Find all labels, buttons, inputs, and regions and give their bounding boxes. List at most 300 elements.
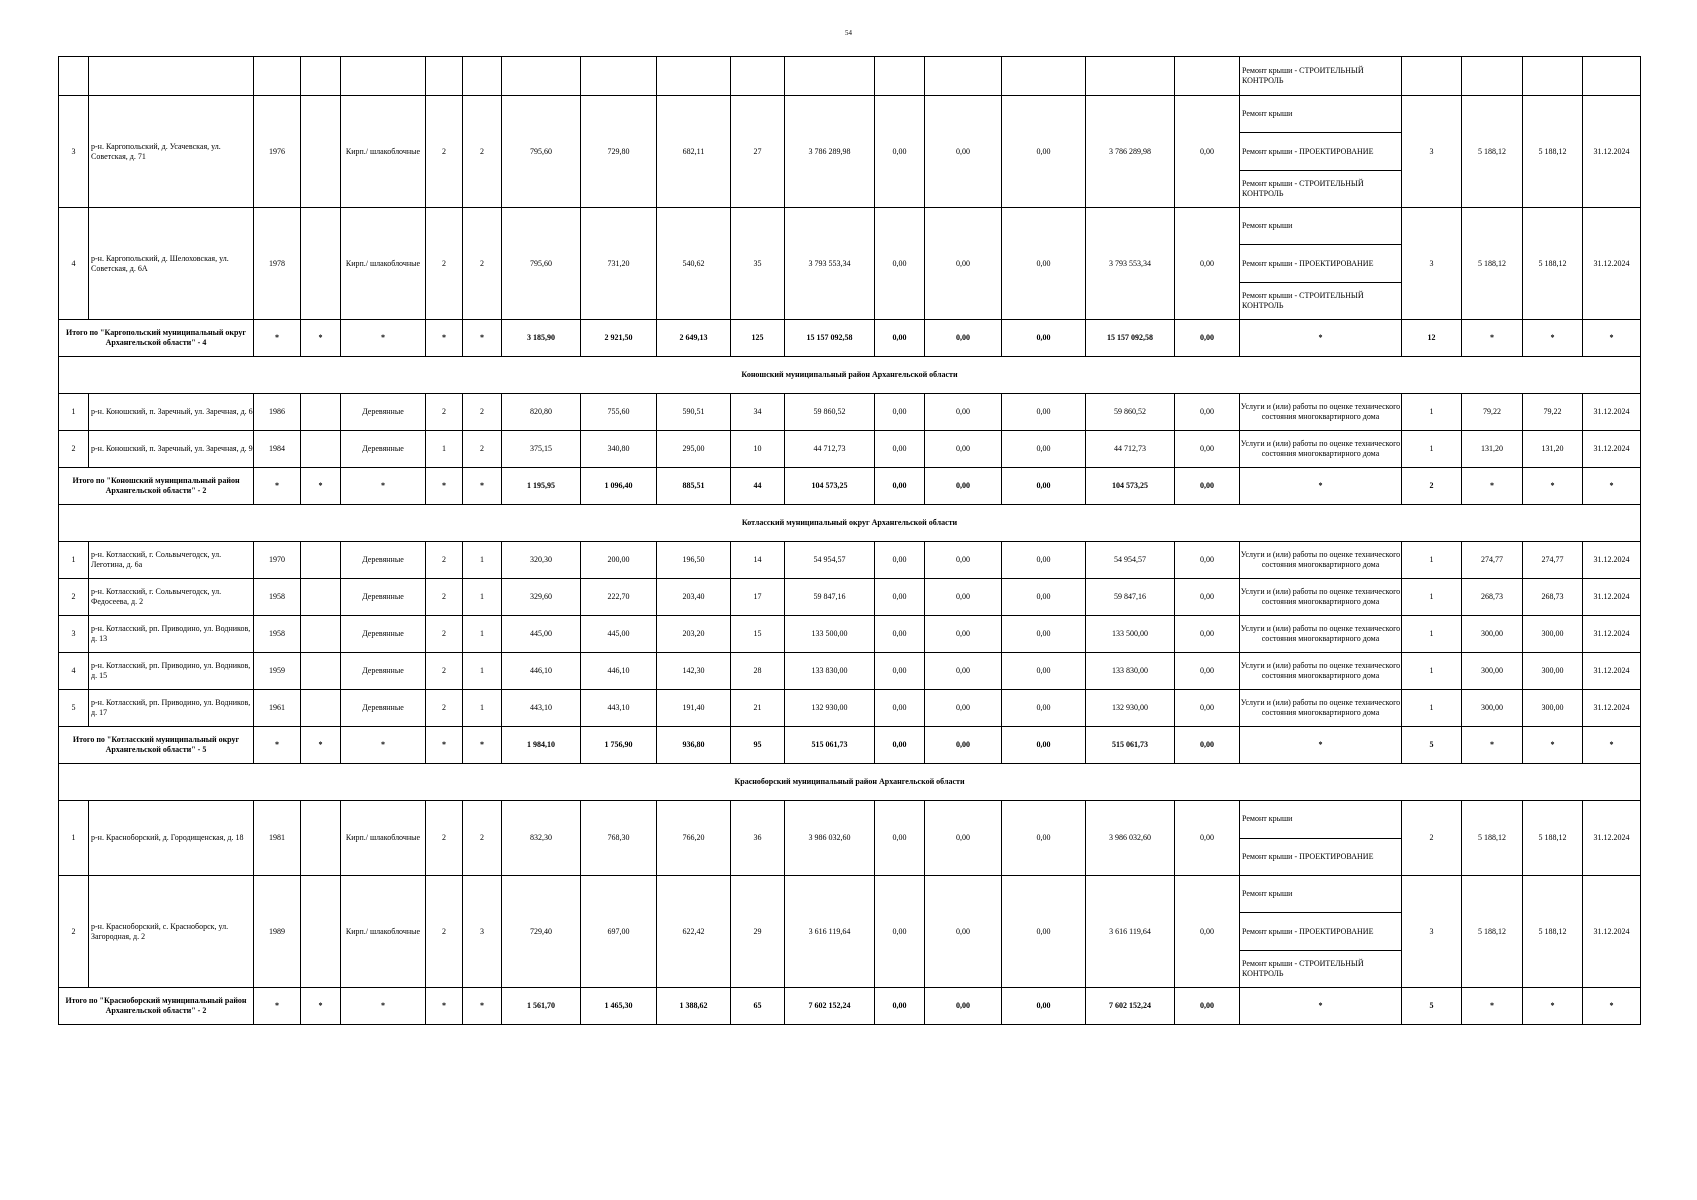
table-row	[59, 208, 1641, 320]
work-item: Ремонт крыши - ПРОЕКТИРОВАНИЕ	[1240, 245, 1401, 282]
area-total-cell: 443,10	[502, 690, 581, 727]
total-budget-reg: 0,00	[925, 727, 1002, 764]
floors-cell: 2	[426, 616, 463, 653]
owners-cell: 59 860,52	[1086, 394, 1175, 431]
table-row	[59, 616, 1641, 653]
budget-reg-cell: 0,00	[925, 579, 1002, 616]
budget-loc-cell: 0,00	[1002, 579, 1086, 616]
area-res-cell: 191,40	[657, 690, 731, 727]
work-cell	[1240, 57, 1402, 96]
total-cost-total: 15 157 092,58	[785, 320, 875, 357]
floors-cell: 2	[426, 542, 463, 579]
area-res-cell: 203,40	[657, 579, 731, 616]
total-deadline: *	[1583, 468, 1641, 505]
max-cost-cell: 5 188,12	[1523, 208, 1583, 320]
total-year: *	[254, 727, 301, 764]
budget-reg-cell: 0,00	[925, 394, 1002, 431]
year2-cell	[301, 690, 341, 727]
empty-cell	[341, 57, 426, 96]
total-owners: 15 157 092,58	[1086, 320, 1175, 357]
total-budget-reg: 0,00	[925, 468, 1002, 505]
total-owners: 104 573,25	[1086, 468, 1175, 505]
row-number: 5	[59, 690, 89, 727]
year2-cell	[301, 542, 341, 579]
fund-cell: 0,00	[875, 653, 925, 690]
works-cell	[1240, 208, 1402, 320]
address-cell: р-н. Коношский, п. Заречный, ул. Заречная, д. 9	[89, 431, 254, 468]
budget-loc-cell: 0,00	[1002, 208, 1086, 320]
total-floors: *	[426, 727, 463, 764]
entrances-cell: 2	[463, 96, 502, 208]
total-residents: 44	[731, 468, 785, 505]
other-cell: 0,00	[1175, 616, 1240, 653]
other-cell: 0,00	[1175, 208, 1240, 320]
area-living-cell: 222,70	[581, 579, 657, 616]
max-cost-cell: 300,00	[1523, 690, 1583, 727]
residents-cell: 14	[731, 542, 785, 579]
other-cell: 0,00	[1175, 653, 1240, 690]
other-cell: 0,00	[1175, 431, 1240, 468]
year-cell: 1958	[254, 616, 301, 653]
budget-reg-cell: 0,00	[925, 208, 1002, 320]
other-cell: 0,00	[1175, 876, 1240, 988]
section-title: Коношский муниципальный район Архангельской области	[59, 357, 1641, 394]
total-year2: *	[301, 468, 341, 505]
works-count-cell: 2	[1402, 801, 1462, 876]
year-cell: 1978	[254, 208, 301, 320]
material-cell: Деревянные	[341, 579, 426, 616]
cost-total-cell: 3 793 553,34	[785, 208, 875, 320]
residents-cell: 29	[731, 876, 785, 988]
total-works: *	[1240, 320, 1402, 357]
deadline-cell: 31.12.2024	[1583, 579, 1641, 616]
deadline-cell: 31.12.2024	[1583, 653, 1641, 690]
row-number: 1	[59, 394, 89, 431]
material-cell: Деревянные	[341, 394, 426, 431]
table-row	[59, 96, 1641, 208]
fund-cell: 0,00	[875, 876, 925, 988]
area-living-cell: 729,80	[581, 96, 657, 208]
unit-cost-cell: 5 188,12	[1462, 876, 1523, 988]
empty-cell	[1523, 57, 1583, 96]
area-living-cell: 445,00	[581, 616, 657, 653]
total-label: Итого по "Коношский муниципальный район Архангельской области" - 2	[59, 468, 254, 505]
service-cell: Услуги и (или) работы по оценке технического состояния многоквартирного дома	[1240, 431, 1402, 468]
page-number: 54	[845, 29, 852, 37]
total-year: *	[254, 320, 301, 357]
owners-cell: 44 712,73	[1086, 431, 1175, 468]
empty-cell	[1175, 57, 1240, 96]
budget-loc-cell: 0,00	[1002, 690, 1086, 727]
empty-cell	[59, 57, 89, 96]
total-other: 0,00	[1175, 320, 1240, 357]
other-cell: 0,00	[1175, 579, 1240, 616]
residents-cell: 21	[731, 690, 785, 727]
entrances-cell: 3	[463, 876, 502, 988]
fund-cell: 0,00	[875, 579, 925, 616]
table-row	[59, 801, 1641, 876]
total-area-total: 1 561,70	[502, 988, 581, 1025]
work-item: Ремонт крыши - СТРОИТЕЛЬНЫЙ КОНТРОЛЬ	[1242, 291, 1364, 310]
area-res-cell: 622,42	[657, 876, 731, 988]
cost-total-cell: 133 500,00	[785, 616, 875, 653]
deadline-cell: 31.12.2024	[1583, 801, 1641, 876]
cost-total-cell: 3 986 032,60	[785, 801, 875, 876]
work-item: Ремонт крыши - ПРОЕКТИРОВАНИЕ	[1240, 133, 1401, 170]
residents-cell: 35	[731, 208, 785, 320]
deadline-cell: 31.12.2024	[1583, 394, 1641, 431]
max-cost-cell: 79,22	[1523, 394, 1583, 431]
area-living-cell: 443,10	[581, 690, 657, 727]
budget-loc-cell: 0,00	[1002, 431, 1086, 468]
residents-cell: 34	[731, 394, 785, 431]
year2-cell	[301, 96, 341, 208]
unit-cost-cell: 5 188,12	[1462, 208, 1523, 320]
area-res-cell: 196,50	[657, 542, 731, 579]
area-res-cell: 766,20	[657, 801, 731, 876]
total-cost-total: 104 573,25	[785, 468, 875, 505]
total-entrances: *	[463, 320, 502, 357]
address-cell: р-н. Коношский, п. Заречный, ул. Заречная, д. 6	[89, 394, 254, 431]
entrances-cell: 2	[463, 801, 502, 876]
section-title: Красноборский муниципальный район Архангельской области	[59, 764, 1641, 801]
entrances-cell: 1	[463, 579, 502, 616]
total-year2: *	[301, 727, 341, 764]
total-works-count: 5	[1402, 988, 1462, 1025]
area-res-cell: 540,62	[657, 208, 731, 320]
work-item: Ремонт крыши	[1240, 801, 1401, 839]
table-row	[59, 690, 1641, 727]
owners-cell: 3 986 032,60	[1086, 801, 1175, 876]
area-res-cell: 295,00	[657, 431, 731, 468]
cost-total-cell: 132 930,00	[785, 690, 875, 727]
empty-cell	[731, 57, 785, 96]
year-cell: 1958	[254, 579, 301, 616]
total-area-living: 1 096,40	[581, 468, 657, 505]
total-works-count: 5	[1402, 727, 1462, 764]
service-cell: Услуги и (или) работы по оценке технического состояния многоквартирного дома	[1240, 690, 1402, 727]
floors-cell: 2	[426, 208, 463, 320]
owners-cell: 3 616 119,64	[1086, 876, 1175, 988]
service-cell: Услуги и (или) работы по оценке технического состояния многоквартирного дома	[1240, 616, 1402, 653]
area-total-cell: 820,80	[502, 394, 581, 431]
owners-cell: 3 793 553,34	[1086, 208, 1175, 320]
area-living-cell: 697,00	[581, 876, 657, 988]
residents-cell: 28	[731, 653, 785, 690]
total-other: 0,00	[1175, 468, 1240, 505]
address-cell: р-н. Котласский, г. Сольвычегодск, ул. Леготина, д. 6а	[89, 542, 254, 579]
max-cost-cell: 5 188,12	[1523, 801, 1583, 876]
max-cost-cell: 131,20	[1523, 431, 1583, 468]
floors-cell: 2	[426, 690, 463, 727]
empty-cell	[581, 57, 657, 96]
row-number: 4	[59, 208, 89, 320]
fund-cell: 0,00	[875, 690, 925, 727]
budget-loc-cell: 0,00	[1002, 653, 1086, 690]
table-row-continuation	[59, 57, 1641, 96]
total-residents: 65	[731, 988, 785, 1025]
empty-cell	[657, 57, 731, 96]
area-living-cell: 200,00	[581, 542, 657, 579]
unit-cost-cell: 5 188,12	[1462, 96, 1523, 208]
service-cell: Услуги и (или) работы по оценке технического состояния многоквартирного дома	[1240, 579, 1402, 616]
other-cell: 0,00	[1175, 394, 1240, 431]
residents-cell: 17	[731, 579, 785, 616]
total-year: *	[254, 468, 301, 505]
address-cell: р-н. Каргопольский, д. Усачевская, ул. Советская, д. 71	[89, 96, 254, 208]
floors-cell: 2	[426, 96, 463, 208]
total-fund: 0,00	[875, 468, 925, 505]
total-works: *	[1240, 727, 1402, 764]
work-item: Ремонт крыши - СТРОИТЕЛЬНЫЙ КОНТРОЛЬ	[1242, 66, 1364, 85]
budget-reg-cell: 0,00	[925, 653, 1002, 690]
max-cost-cell: 268,73	[1523, 579, 1583, 616]
empty-cell	[254, 57, 301, 96]
total-fund: 0,00	[875, 320, 925, 357]
table-row	[59, 542, 1641, 579]
floors-cell: 2	[426, 579, 463, 616]
total-deadline: *	[1583, 727, 1641, 764]
total-area-res: 885,51	[657, 468, 731, 505]
budget-loc-cell: 0,00	[1002, 96, 1086, 208]
empty-cell	[1583, 57, 1641, 96]
works-count-cell: 1	[1402, 579, 1462, 616]
work-item: Ремонт крыши - ПРОЕКТИРОВАНИЕ	[1240, 913, 1401, 950]
empty-cell	[785, 57, 875, 96]
empty-cell	[875, 57, 925, 96]
address-cell: р-н. Котласский, рп. Приводино, ул. Водников, д. 17	[89, 690, 254, 727]
fund-cell: 0,00	[875, 616, 925, 653]
row-number: 3	[59, 616, 89, 653]
total-unit-cost: *	[1462, 320, 1523, 357]
other-cell: 0,00	[1175, 690, 1240, 727]
row-number: 1	[59, 542, 89, 579]
year2-cell	[301, 801, 341, 876]
year-cell: 1989	[254, 876, 301, 988]
unit-cost-cell: 300,00	[1462, 616, 1523, 653]
total-area-living: 1 756,90	[581, 727, 657, 764]
table-row	[59, 394, 1641, 431]
total-area-total: 3 185,90	[502, 320, 581, 357]
area-res-cell: 682,11	[657, 96, 731, 208]
owners-cell: 133 830,00	[1086, 653, 1175, 690]
unit-cost-cell: 274,77	[1462, 542, 1523, 579]
unit-cost-cell: 5 188,12	[1462, 801, 1523, 876]
cost-total-cell: 59 860,52	[785, 394, 875, 431]
entrances-cell: 2	[463, 208, 502, 320]
material-cell: Кирп./ шлакоблочные	[341, 801, 426, 876]
cost-total-cell: 44 712,73	[785, 431, 875, 468]
cost-total-cell: 3 616 119,64	[785, 876, 875, 988]
max-cost-cell: 5 188,12	[1523, 876, 1583, 988]
total-deadline: *	[1583, 320, 1641, 357]
total-residents: 125	[731, 320, 785, 357]
entrances-cell: 1	[463, 653, 502, 690]
max-cost-cell: 300,00	[1523, 653, 1583, 690]
works-cell	[1240, 96, 1402, 208]
budget-loc-cell: 0,00	[1002, 801, 1086, 876]
unit-cost-cell: 131,20	[1462, 431, 1523, 468]
deadline-cell: 31.12.2024	[1583, 431, 1641, 468]
deadline-cell: 31.12.2024	[1583, 616, 1641, 653]
works-count-cell: 3	[1402, 208, 1462, 320]
empty-cell	[1086, 57, 1175, 96]
address-cell: р-н. Котласский, рп. Приводино, ул. Водников, д. 13	[89, 616, 254, 653]
residents-cell: 15	[731, 616, 785, 653]
row-number: 2	[59, 579, 89, 616]
cost-total-cell: 133 830,00	[785, 653, 875, 690]
unit-cost-cell: 300,00	[1462, 690, 1523, 727]
section-header	[59, 764, 1641, 801]
total-row	[59, 988, 1641, 1025]
table-row	[59, 579, 1641, 616]
entrances-cell: 1	[463, 542, 502, 579]
floors-cell: 2	[426, 876, 463, 988]
total-works: *	[1240, 468, 1402, 505]
year2-cell	[301, 616, 341, 653]
cost-total-cell: 54 954,57	[785, 542, 875, 579]
material-cell: Деревянные	[341, 616, 426, 653]
material-cell: Деревянные	[341, 431, 426, 468]
year-cell: 1981	[254, 801, 301, 876]
area-living-cell: 446,10	[581, 653, 657, 690]
address-cell: р-н. Красноборский, д. Городищенская, д. 18	[89, 801, 254, 876]
total-budget-loc: 0,00	[1002, 468, 1086, 505]
total-floors: *	[426, 468, 463, 505]
row-number: 3	[59, 96, 89, 208]
section-header	[59, 505, 1641, 542]
total-budget-reg: 0,00	[925, 988, 1002, 1025]
owners-cell: 133 500,00	[1086, 616, 1175, 653]
total-area-living: 1 465,30	[581, 988, 657, 1025]
total-label: Итого по "Котласский муниципальный округ Архангельской области" - 5	[59, 727, 254, 764]
total-budget-reg: 0,00	[925, 320, 1002, 357]
total-row	[59, 468, 1641, 505]
budget-reg-cell: 0,00	[925, 801, 1002, 876]
fund-cell: 0,00	[875, 96, 925, 208]
total-material: *	[341, 320, 426, 357]
floors-cell: 2	[426, 653, 463, 690]
empty-cell	[1462, 57, 1523, 96]
total-budget-loc: 0,00	[1002, 727, 1086, 764]
budget-reg-cell: 0,00	[925, 542, 1002, 579]
total-other: 0,00	[1175, 988, 1240, 1025]
table-row	[59, 431, 1641, 468]
empty-cell	[1002, 57, 1086, 96]
area-living-cell: 755,60	[581, 394, 657, 431]
empty-cell	[301, 57, 341, 96]
total-max-cost: *	[1523, 988, 1583, 1025]
table-row	[59, 653, 1641, 690]
budget-loc-cell: 0,00	[1002, 542, 1086, 579]
material-cell: Деревянные	[341, 653, 426, 690]
area-res-cell: 203,20	[657, 616, 731, 653]
unit-cost-cell: 300,00	[1462, 653, 1523, 690]
total-year2: *	[301, 320, 341, 357]
owners-cell: 3 786 289,98	[1086, 96, 1175, 208]
total-fund: 0,00	[875, 988, 925, 1025]
fund-cell: 0,00	[875, 394, 925, 431]
year2-cell	[301, 579, 341, 616]
row-number: 1	[59, 801, 89, 876]
material-cell: Кирп./ шлакоблочные	[341, 96, 426, 208]
total-area-res: 1 388,62	[657, 988, 731, 1025]
address-cell: р-н. Каргопольский, д. Шелоховская, ул. Советская, д. 6А	[89, 208, 254, 320]
works-count-cell: 1	[1402, 431, 1462, 468]
budget-reg-cell: 0,00	[925, 876, 1002, 988]
total-budget-loc: 0,00	[1002, 988, 1086, 1025]
total-row	[59, 320, 1641, 357]
area-total-cell: 795,60	[502, 96, 581, 208]
fund-cell: 0,00	[875, 431, 925, 468]
total-max-cost: *	[1523, 320, 1583, 357]
work-item: Ремонт крыши	[1240, 208, 1401, 245]
section-header	[59, 357, 1641, 394]
cost-total-cell: 59 847,16	[785, 579, 875, 616]
total-residents: 95	[731, 727, 785, 764]
fund-cell: 0,00	[875, 801, 925, 876]
empty-cell	[502, 57, 581, 96]
material-cell: Деревянные	[341, 690, 426, 727]
year2-cell	[301, 208, 341, 320]
total-cost-total: 515 061,73	[785, 727, 875, 764]
other-cell: 0,00	[1175, 801, 1240, 876]
max-cost-cell: 300,00	[1523, 616, 1583, 653]
empty-cell	[89, 57, 254, 96]
capital-repair-table	[58, 56, 1641, 1025]
works-count-cell: 1	[1402, 394, 1462, 431]
year2-cell	[301, 431, 341, 468]
works-count-cell: 1	[1402, 616, 1462, 653]
deadline-cell: 31.12.2024	[1583, 208, 1641, 320]
year-cell: 1986	[254, 394, 301, 431]
budget-loc-cell: 0,00	[1002, 616, 1086, 653]
total-unit-cost: *	[1462, 727, 1523, 764]
budget-reg-cell: 0,00	[925, 431, 1002, 468]
total-label: Итого по "Красноборский муниципальный район Архангельской области" - 2	[59, 988, 254, 1025]
works-count-cell: 3	[1402, 96, 1462, 208]
year2-cell	[301, 394, 341, 431]
area-total-cell: 375,15	[502, 431, 581, 468]
total-area-total: 1 195,95	[502, 468, 581, 505]
entrances-cell: 2	[463, 394, 502, 431]
total-works-count: 12	[1402, 320, 1462, 357]
table-row	[59, 876, 1641, 988]
works-cell	[1240, 876, 1402, 988]
area-total-cell: 320,30	[502, 542, 581, 579]
total-other: 0,00	[1175, 727, 1240, 764]
fund-cell: 0,00	[875, 208, 925, 320]
total-year: *	[254, 988, 301, 1025]
works-count-cell: 1	[1402, 542, 1462, 579]
owners-cell: 132 930,00	[1086, 690, 1175, 727]
total-area-total: 1 984,10	[502, 727, 581, 764]
work-item: Ремонт крыши	[1240, 96, 1401, 133]
entrances-cell: 1	[463, 690, 502, 727]
other-cell: 0,00	[1175, 542, 1240, 579]
year-cell: 1959	[254, 653, 301, 690]
empty-cell	[925, 57, 1002, 96]
work-item: Ремонт крыши - СТРОИТЕЛЬНЫЙ КОНТРОЛЬ	[1242, 179, 1364, 198]
total-area-res: 936,80	[657, 727, 731, 764]
budget-reg-cell: 0,00	[925, 690, 1002, 727]
total-fund: 0,00	[875, 727, 925, 764]
works-count-cell: 1	[1402, 690, 1462, 727]
total-owners: 515 061,73	[1086, 727, 1175, 764]
residents-cell: 10	[731, 431, 785, 468]
unit-cost-cell: 79,22	[1462, 394, 1523, 431]
budget-reg-cell: 0,00	[925, 616, 1002, 653]
